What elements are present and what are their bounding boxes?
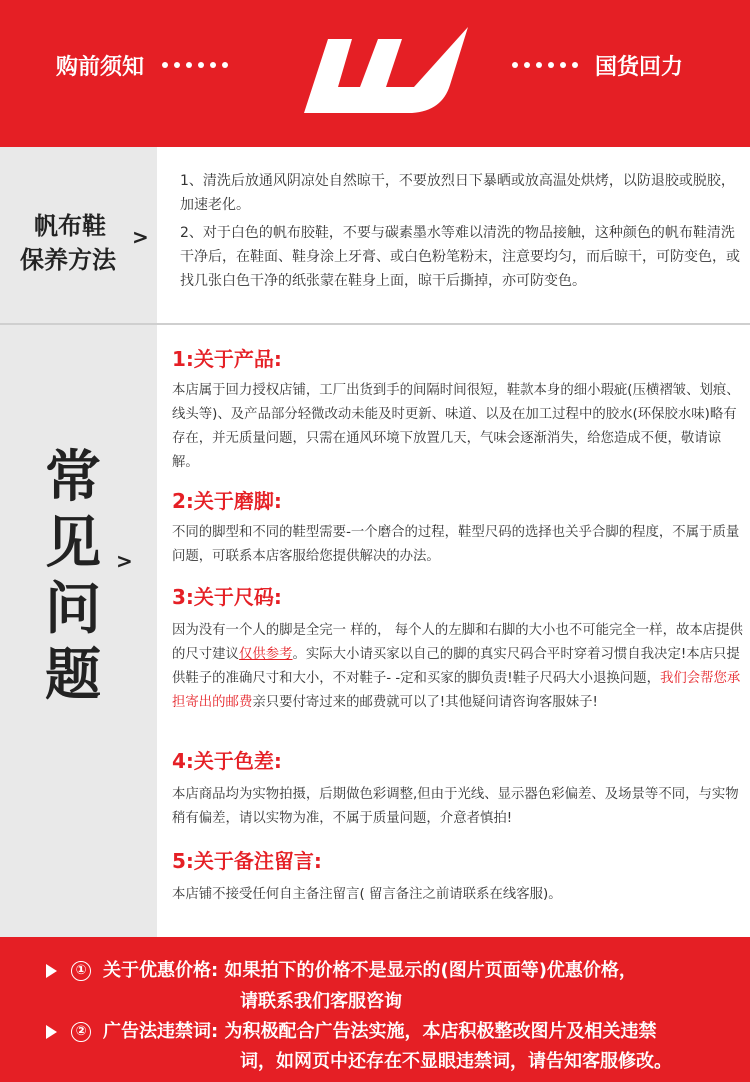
faq-fit-body: 不同的脚型和不同的鞋型需要-一个磨合的过程，鞋型尺码的选择也关乎合脚的程度，不属于质量问题，可联系本店客服给您提供解决的办法。 [172,525,740,564]
national-brand-title: 国货回力 [595,55,684,80]
footer-ad-law-line2: 词，如网页中还存在不显眼违禁词，请告知客服修改。 [240,1051,672,1072]
footer-item-ad-law: ② 广告法违禁词: 为积极配合广告法实施，本店积极整改图片及相关违禁 [46,1017,656,1046]
triangle-right-icon [46,964,57,978]
for-reference-highlight: 仅供参考 [238,647,293,662]
faq-color-title: 4:关于色差: [172,749,282,773]
footer-price-line2: 请联系我们客服咨询 [240,991,402,1012]
chevron-right-icon: > [132,225,149,249]
right-dots-decoration [512,62,578,68]
faq-sidebar [0,325,157,937]
shipping-fee-highlight: 我们会帮您承担寄出的邮费 [172,671,741,710]
care-label: 帆布鞋 保养方法 [20,212,116,274]
circled-number-1: ① [71,961,91,981]
faq-label: 常 见 问 题 [45,445,101,708]
faq-product-title: 1:关于产品: [172,347,282,371]
faq-fit-title: 2:关于磨脚: [172,489,282,513]
care-paragraph-1: 1、清洗后放通风阴凉处自然晾干，不要放烈日下暴晒或放高温处烘烤，以防退胶或脱胶，加速老化。 [180,173,735,213]
chevron-right-icon: > [116,549,133,573]
faq-notes-body: 本店铺不接受任何自主备注留言( 留言备注之前请联系在线客服)。 [172,887,562,902]
triangle-right-icon [46,1025,57,1039]
header-banner [0,0,750,147]
faq-product-body: 本店属于回力授权店铺，工厂出货到手的间隔时间很短，鞋款本身的细小瑕疵(压横褶皱、划痕、线头等)、及产品部分轻微改动未能及时更新、味道、以及在加工过程中的胶水(环保胶水味)略有存在，并无质量问题，只需在通风环境下放置几天，气味会逐渐消失，给您造成不便，敬请谅解。 [172,383,740,470]
faq-size-title: 3:关于尺码: [172,585,282,609]
footer-banner [0,937,750,1082]
left-dots-decoration [162,62,228,68]
care-content [180,169,740,297]
faq-size-body: 因为没有一个人的脚是全完一 样的， 每个人的左脚和右脚的大小也不可能完全一样，故本店提供的尺寸建议仅供参考。实际大小请买家以自己的脚的真实尺码合平时穿着习惯自我决定!本店只提供鞋子的准确尺寸和大小，不对鞋子- -定和买家的脚负责!鞋子尺码大小退换问题，我们会帮您承担寄出的邮费亲只要付寄过来的邮费就可以了!其他疑问请咨询客服妹子! [172,623,743,710]
circled-number-2: ② [71,1022,91,1042]
faq-section [0,325,750,937]
brand-label: 1927 回力 [361,89,439,108]
faq-color-body: 本店商品均为实物拍摄，后期做色彩调整,但由于光线、显示器色彩偏差、及场景等不同，与实物稍有偏差，请以实物为准，不属于质量问题，介意者慎拍! [172,787,739,826]
footer-item-price: ① 关于优惠价格: 如果拍下的价格不是显示的(图片页面等)优惠价格， [46,956,637,985]
care-section [0,147,750,323]
purchase-notice-title: 购前须知 [56,55,145,80]
faq-notes-title: 5:关于备注留言: [172,849,322,873]
care-paragraph-2: 2、对于白色的帆布胶鞋，不要与碳素墨水等难以清洗的物品接触，这种颜色的帆布鞋清洗干净后，在鞋面、鞋身涂上牙膏、或白色粉笔粉末，注意要均匀，而后晾干，可防变色，或找几张白色干净的纸张蒙在鞋身上面，晾干后撕掉，亦可防变色。 [180,225,740,289]
care-sidebar [0,147,157,323]
